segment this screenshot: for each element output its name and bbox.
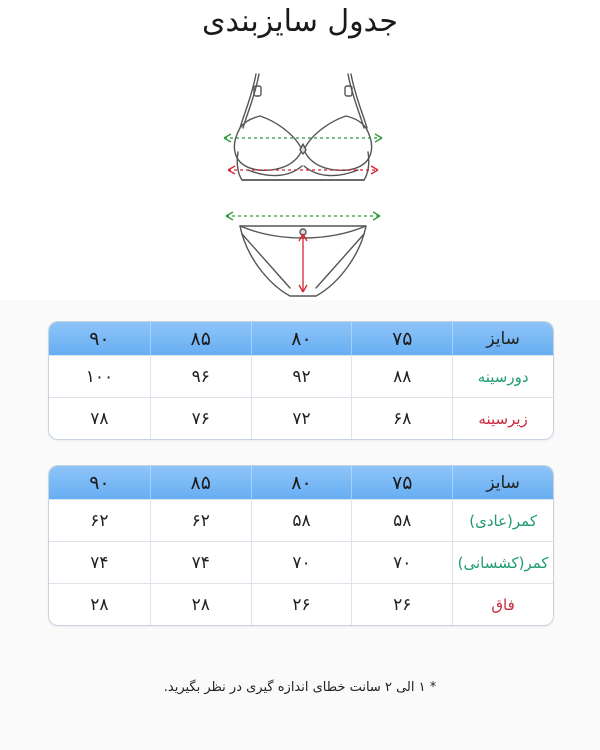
waist-measure-line <box>226 212 380 220</box>
page-title: جدول سایزبندی <box>202 4 398 39</box>
table-cell: ۲۶ <box>251 584 352 625</box>
table-cell: ۲۸ <box>150 584 251 625</box>
table-cell: ۸۸ <box>351 356 452 397</box>
table-cell: ۶۸ <box>351 398 452 439</box>
bra-drawing <box>234 74 371 180</box>
row-label-waist-normal: کمر(عادی) <box>452 500 553 541</box>
table-cell: ۹۲ <box>251 356 352 397</box>
size-col-75: ۷۵ <box>351 322 452 355</box>
table-row <box>49 541 553 583</box>
size-col-80: ۸۰ <box>251 322 352 355</box>
panty-size-table <box>48 465 554 626</box>
table-row <box>49 397 553 439</box>
table-cell: ۹۶ <box>150 356 251 397</box>
table-row <box>49 583 553 625</box>
table-cell: ۶۲ <box>90 510 109 531</box>
table-row <box>49 499 553 541</box>
size-col-75: ۷۵ <box>351 466 452 499</box>
measurement-note: * ۱ الی ۲ سانت خطای اندازه گیری در نظر بگیرید. <box>163 680 437 695</box>
size-col-85: ۸۵ <box>150 466 251 499</box>
table-cell: ۷۰ <box>251 542 352 583</box>
table-cell: ۲۶ <box>351 584 452 625</box>
size-col-80: ۸۰ <box>251 466 352 499</box>
table-cell: ۷۸ <box>90 408 109 429</box>
table-cell: ۷۴ <box>150 542 251 583</box>
size-col-90: ۹۰ <box>89 327 110 350</box>
table-cell: ۲۸ <box>90 594 109 615</box>
table-cell: ۷۶ <box>150 398 251 439</box>
table-header-row <box>49 322 553 355</box>
table-cell: ۷۰ <box>351 542 452 583</box>
lingerie-illustration <box>218 66 388 302</box>
row-label-bust: دورسینه <box>452 356 553 397</box>
size-col-90: ۹۰ <box>89 471 110 494</box>
table-cell: ۶۲ <box>150 500 251 541</box>
row-label-rise: فاق <box>452 584 553 625</box>
size-header-label: سایز <box>452 466 553 499</box>
bust-measure-line <box>224 134 382 142</box>
size-col-85: ۸۵ <box>150 322 251 355</box>
table-cell: ۵۸ <box>251 500 352 541</box>
table-cell: ۵۸ <box>351 500 452 541</box>
row-label-waist-elastic: کمر(کشسانی) <box>452 542 553 583</box>
size-header-label: سایز <box>452 322 553 355</box>
table-row <box>49 355 553 397</box>
table-cell: ۷۴ <box>90 552 109 573</box>
row-label-underbust: زیرسینه <box>452 398 553 439</box>
table-header-row <box>49 466 553 499</box>
table-cell: ۱۰۰ <box>85 366 114 387</box>
bra-size-table <box>48 321 554 440</box>
underbust-measure-line <box>228 166 378 174</box>
table-cell: ۷۲ <box>251 398 352 439</box>
